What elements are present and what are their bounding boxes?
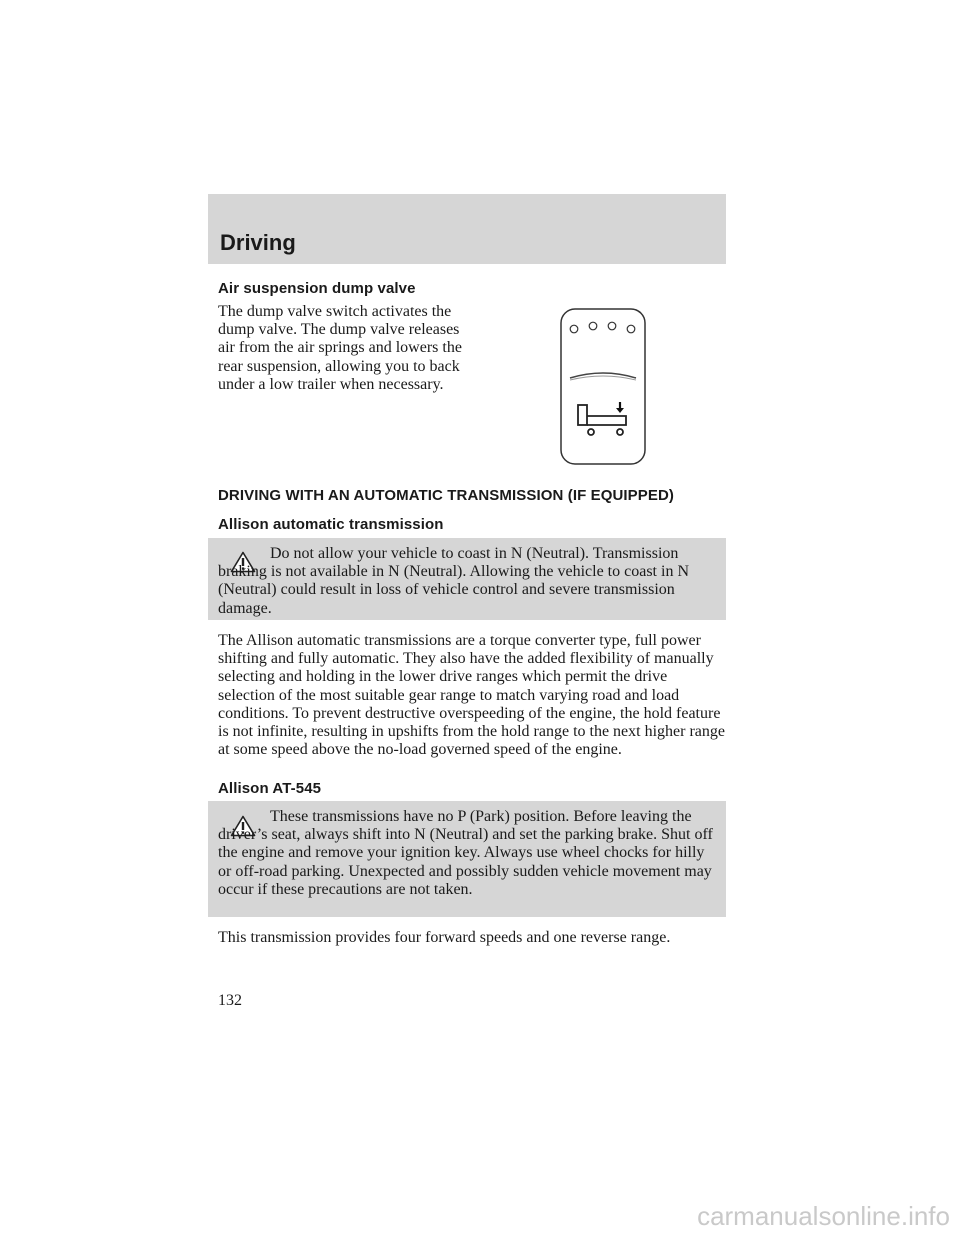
allison-transmission-paragraph: The Allison automatic transmissions are a torque converter type, full power shifting and fully automatic. They also have the added flexibility of manually selecting and holding in the lower drive ranges which permit the drive selection of the most suitable gear range to match varying road and load conditions. To prevent destructive overspeeding of the engine, the hold feature is not infinite, resulting in upshifts from the hold range to the next higher range at some speed above the no-load governed speed of the engine. [218,632,726,759]
dump-valve-paragraph: The dump valve switch activates the dump valve. The dump valve releases air from the air springs and lowers the rear suspension, allowing you to back under a low trailer when necessary. [218,303,462,393]
dump-valve-switch-illustration [558,306,650,468]
section-title: Driving [220,230,296,255]
warning-box-coasting [208,538,726,620]
dump-valve-heading: Air suspension dump valve [218,280,416,297]
warning-box-park [208,801,726,917]
allison-transmission-heading: Allison automatic transmission [218,516,444,533]
page-number: 132 [218,992,242,1009]
at545-paragraph: This transmission provides four forward speeds and one reverse range. [218,929,671,946]
allison-at545-heading: Allison AT-545 [218,780,322,797]
watermark-text: carmanualsonline.info [697,1201,950,1231]
warning-text-coasting: Do not allow your vehicle to coast in N (Neutral). Transmission braking is not available in N (Neutral). Allowing the vehicle to coast in N (Neutral) could result in loss of vehicle control and severe transmission damage. [218,545,689,617]
section-header [208,194,726,264]
automatic-transmission-heading: DRIVING WITH AN AUTOMATIC TRANSMISSION (IF EQUIPPED) [218,487,675,504]
warning-text-park: These transmissions have no P (Park) position. Before leaving the driver’s seat, always shift into N (Neutral) and set the parking brake. Shut off the engine and remove your ignition key. Always use wheel chocks for hilly or off-road parking. Unexpected and possibly sudden vehicle movement may occur if these precautions are not taken. [218,808,713,898]
